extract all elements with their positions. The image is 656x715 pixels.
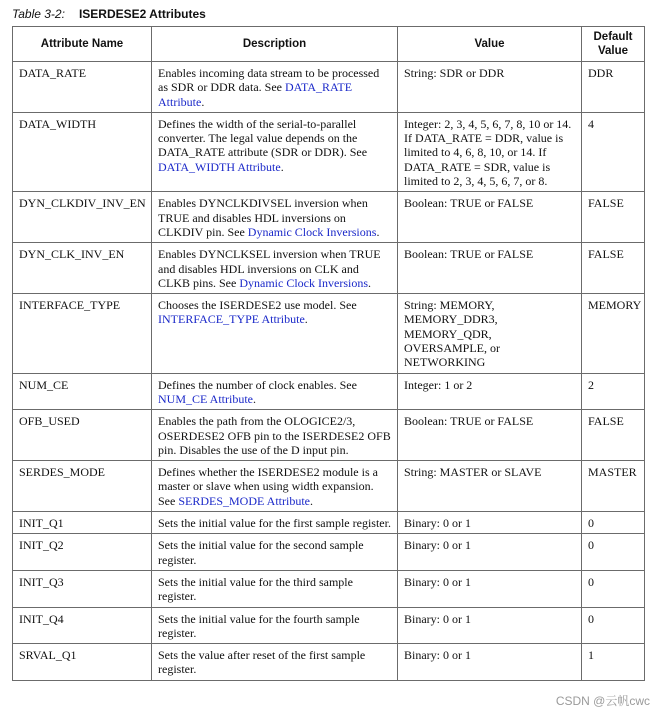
attribute-name-cell: DATA_RATE xyxy=(13,62,152,113)
description-cell xyxy=(152,112,398,191)
description-cell xyxy=(152,644,398,681)
table-row xyxy=(13,112,645,191)
default-value-cell: 1 xyxy=(582,644,645,681)
attributes-table xyxy=(12,26,645,681)
table-caption xyxy=(12,6,206,22)
default-value-cell: MEMORY xyxy=(582,294,645,373)
value-cell: Boolean: TRUE or FALSE xyxy=(398,410,582,461)
description-text: Enables DYNCLKSEL inversion when TRUE and disables HDL inversions on CLK and CLKB pins. See xyxy=(158,247,381,290)
description-text: Sets the initial value for the second sample register. xyxy=(158,538,364,567)
description-cell xyxy=(152,534,398,571)
value-cell: Binary: 0 or 1 xyxy=(398,512,582,534)
description-text: Enables incoming data stream to be processed as SDR or DDR data. See xyxy=(158,66,380,95)
value-cell: Boolean: TRUE or FALSE xyxy=(398,243,582,294)
table-row xyxy=(13,62,645,113)
attribute-name-cell: INIT_Q4 xyxy=(13,607,152,644)
table-row xyxy=(13,534,645,571)
description-text: Enables the path from the OLOGICE2/3, OSERDESE2 OFB pin to the ISERDESE2 OFB pin. Disables the use of the D input pin. xyxy=(158,414,391,457)
attribute-name-cell: SERDES_MODE xyxy=(13,461,152,512)
description-cell xyxy=(152,607,398,644)
value-cell: Binary: 0 or 1 xyxy=(398,570,582,607)
value-cell: Binary: 0 or 1 xyxy=(398,644,582,681)
value-cell: Binary: 0 or 1 xyxy=(398,534,582,571)
description-tail: . xyxy=(280,159,284,174)
description-tail: . xyxy=(201,94,205,109)
description-link[interactable]: NUM_CE Attribute xyxy=(158,391,253,406)
default-value-cell: FALSE xyxy=(582,410,645,461)
description-cell xyxy=(152,192,398,243)
description-link[interactable]: SERDES_MODE Attribute xyxy=(178,493,310,508)
description-text: Sets the initial value for the third sample register. xyxy=(158,574,353,604)
attribute-name-cell: DATA_WIDTH xyxy=(13,112,152,191)
header-default-value: Default Value xyxy=(582,27,645,62)
table-row xyxy=(13,570,645,607)
table-row xyxy=(13,644,645,681)
description-text: Defines the width of the serial-to-parallel converter. The legal value depends on the DATA_RATE attribute (SDR or DDR). See xyxy=(158,116,368,160)
description-cell xyxy=(152,373,398,410)
attribute-name-cell: DYN_CLKDIV_INV_EN xyxy=(13,192,152,243)
table-row xyxy=(13,512,645,534)
value-cell: String: MASTER or SLAVE xyxy=(398,461,582,512)
default-value-cell: 0 xyxy=(582,512,645,534)
table-row xyxy=(13,294,645,373)
default-value-cell: FALSE xyxy=(582,192,645,243)
value-cell: Integer: 1 or 2 xyxy=(398,373,582,410)
description-link[interactable]: Dynamic Clock Inversions xyxy=(239,275,368,290)
description-cell xyxy=(152,410,398,461)
attribute-name-cell: DYN_CLK_INV_EN xyxy=(13,243,152,294)
description-text: Enables DYNCLKDIVSEL inversion when TRUE and disables HDL inversions on CLKDIV pin. See xyxy=(158,196,368,239)
table-row xyxy=(13,461,645,512)
description-tail: . xyxy=(310,493,313,508)
description-link[interactable]: DATA_RATE Attribute xyxy=(158,80,353,109)
header-attribute-name: Attribute Name xyxy=(13,27,152,62)
table-header-row xyxy=(13,27,645,62)
description-tail: . xyxy=(253,391,256,406)
table-row xyxy=(13,192,645,243)
default-value-cell: 0 xyxy=(582,607,645,644)
table-row xyxy=(13,373,645,410)
description-cell xyxy=(152,570,398,607)
description-link[interactable]: Dynamic Clock Inversions xyxy=(247,224,377,239)
value-cell: Binary: 0 or 1 xyxy=(398,607,582,644)
description-tail: . xyxy=(304,312,308,327)
table-body xyxy=(13,62,645,681)
description-text: Defines the number of clock enables. See xyxy=(158,377,357,392)
table-row xyxy=(13,243,645,294)
description-link[interactable]: INTERFACE_TYPE Attribute xyxy=(158,312,305,327)
watermark: CSDN @云帆cwc xyxy=(555,694,650,708)
default-value-cell: FALSE xyxy=(582,243,645,294)
header-value: Value xyxy=(398,27,582,62)
description-cell xyxy=(152,62,398,113)
description-link[interactable]: DATA_WIDTH Attribute xyxy=(158,159,281,174)
attribute-name-cell: INIT_Q2 xyxy=(13,534,152,571)
default-value-cell: DDR xyxy=(582,62,645,113)
description-text: Sets the initial value for the fourth sample register. xyxy=(158,611,360,640)
default-value-cell: 0 xyxy=(582,570,645,607)
attribute-name-cell: NUM_CE xyxy=(13,373,152,410)
default-value-cell: MASTER xyxy=(582,461,645,512)
table-number: Table 3-2: xyxy=(12,7,65,21)
default-value-cell: 0 xyxy=(582,534,645,571)
description-text: Sets the initial value for the first sample register. xyxy=(158,516,391,531)
attribute-name-cell: INIT_Q3 xyxy=(13,570,152,607)
value-cell: String: SDR or DDR xyxy=(398,62,582,113)
description-cell xyxy=(152,461,398,512)
description-tail: . xyxy=(376,224,380,239)
attribute-name-cell: INIT_Q1 xyxy=(13,512,152,534)
attribute-name-cell: SRVAL_Q1 xyxy=(13,644,152,681)
table-row xyxy=(13,607,645,644)
default-value-cell: 4 xyxy=(582,112,645,191)
description-text: Defines whether the ISERDESE2 module is a master or slave when using width expansion. See xyxy=(158,465,378,508)
value-cell: String: MEMORY, MEMORY_DDR3, MEMORY_QDR, OVERSAMPLE, or NETWORKING xyxy=(398,294,582,373)
description-cell xyxy=(152,294,398,373)
description-text: Chooses the ISERDESE2 use model. See xyxy=(158,298,357,313)
attribute-name-cell: INTERFACE_TYPE xyxy=(13,294,152,373)
attribute-name-cell: OFB_USED xyxy=(13,410,152,461)
description-tail: . xyxy=(368,275,371,290)
value-cell: Integer: 2, 3, 4, 5, 6, 7, 8, 10 or 14. If DATA_RATE = DDR, value is limited to 4, 6, 8, 10, or 14. If DATA_RATE = SDR, value is limited to 2, 3, 4, 5, 6, 7, or 8. xyxy=(398,112,582,191)
description-text: Sets the value after reset of the first sample register. xyxy=(158,648,366,677)
table-title: ISERDESE2 Attributes xyxy=(78,7,206,21)
description-cell xyxy=(152,512,398,534)
description-cell xyxy=(152,243,398,294)
header-description: Description xyxy=(152,27,398,62)
value-cell: Boolean: TRUE or FALSE xyxy=(398,192,582,243)
table-row xyxy=(13,410,645,461)
default-value-cell: 2 xyxy=(582,373,645,410)
